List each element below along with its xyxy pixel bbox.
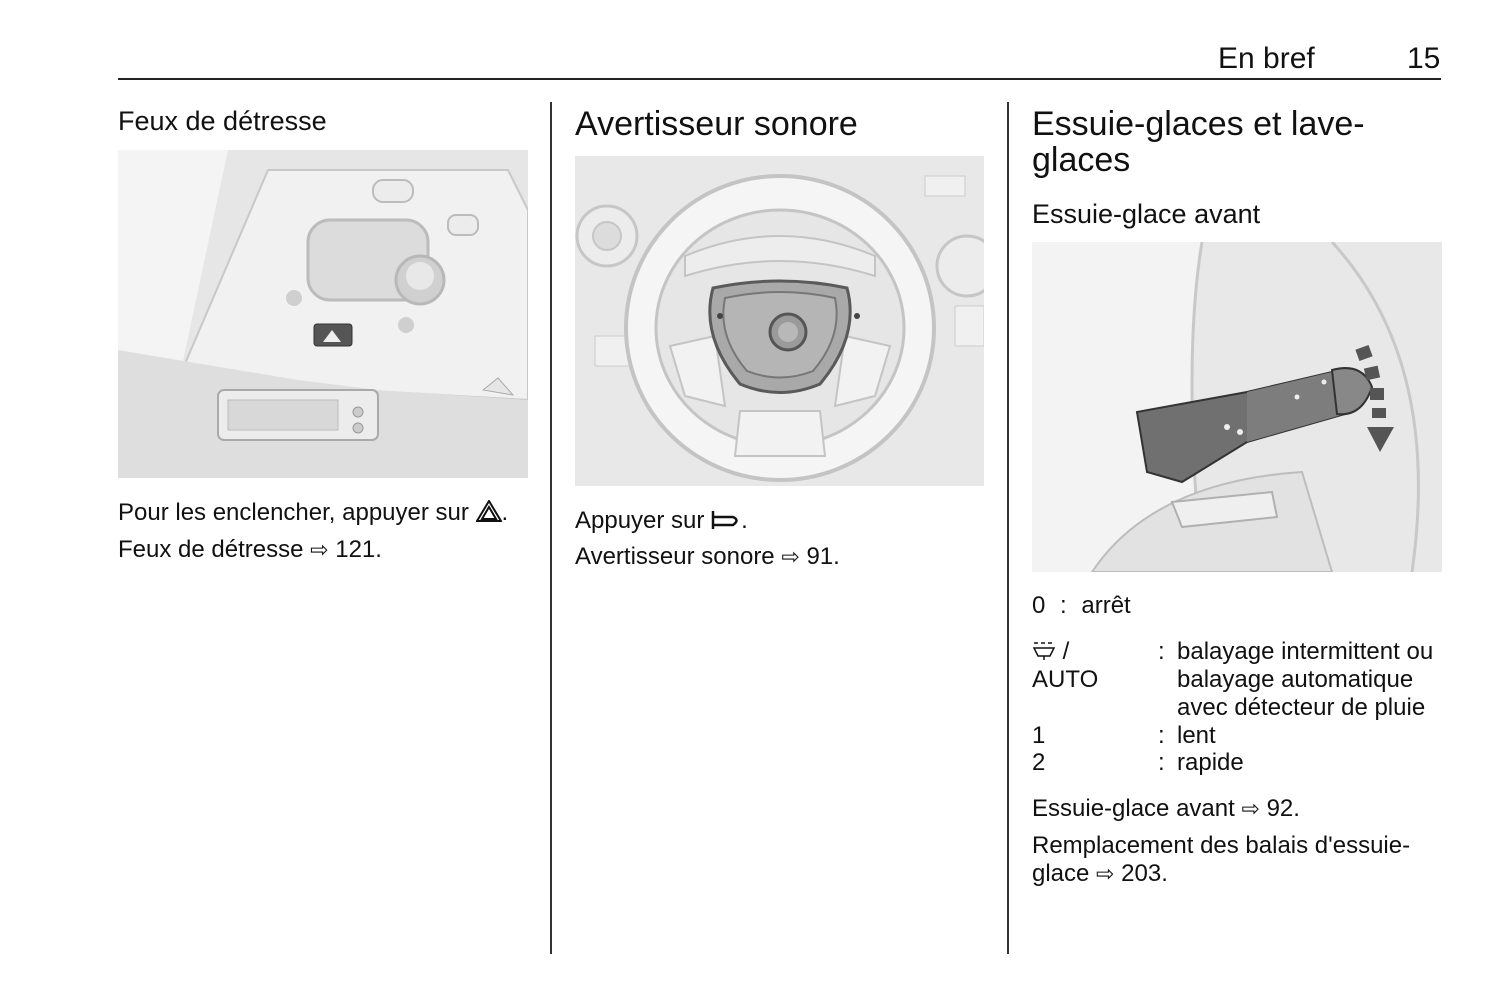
- legend-row-slow: [1032, 722, 1442, 750]
- header-rule: [118, 78, 1441, 80]
- legend-value-slow: lent: [1177, 722, 1216, 749]
- legend-key-0: 0: [1032, 592, 1046, 619]
- hazard-instruction: [118, 498, 508, 528]
- legend-key-auto: AUTO: [1032, 666, 1099, 693]
- hazard-instruction-end: .: [501, 499, 509, 526]
- legend-value-intermittent-3: avec détecteur de pluie: [1177, 694, 1426, 721]
- page-reference-arrow-icon: ⇨: [310, 537, 329, 562]
- subheading-front-wiper: Essuie-glace avant: [1032, 199, 1261, 229]
- legend-row-intermittent: [1032, 638, 1442, 724]
- page-reference-arrow-icon: ⇨: [1096, 861, 1115, 886]
- legend-key-slash: /: [1056, 638, 1070, 665]
- horn-reference-text: Avertisseur sonore: [575, 543, 782, 570]
- column-divider-1: [550, 102, 552, 954]
- steering-wheel-illustration: [575, 156, 984, 486]
- running-header-section: En bref: [1218, 42, 1315, 75]
- horn-instruction-end: .: [741, 507, 748, 534]
- section-heading-wipers: [1032, 106, 1365, 178]
- wiper-intermittent-icon: [1032, 638, 1056, 666]
- page-reference-arrow-icon: ⇨: [1241, 796, 1260, 821]
- legend-key-2: 2: [1032, 749, 1046, 776]
- column-divider-2: [1007, 102, 1009, 954]
- page-reference-arrow-icon: ⇨: [781, 544, 800, 569]
- wiper-blade-reference-line1: Remplacement des balais d'essuie-: [1032, 832, 1411, 859]
- hazard-instruction-text: Pour les enclencher, appuyer sur: [118, 499, 476, 526]
- hazard-reference-page[interactable]: 121.: [335, 536, 382, 563]
- page-number: 15: [1407, 42, 1441, 75]
- horn-instruction-text: Appuyer sur: [575, 507, 712, 534]
- legend-row-off: [1032, 592, 1131, 620]
- front-wiper-reference-text: Essuie-glace avant: [1032, 795, 1242, 822]
- legend-key-1: 1: [1032, 722, 1046, 749]
- hazard-lights-illustration: [118, 150, 528, 478]
- wiper-blade-reference: [1032, 832, 1410, 888]
- hazard-triangle-icon: [476, 498, 502, 528]
- wiper-stalk-illustration: [1032, 242, 1442, 572]
- section-heading-horn: Avertisseur sonore: [575, 105, 858, 143]
- legend-value-fast: rapide: [1177, 749, 1244, 776]
- legend-value-intermittent-1: balayage intermittent ou: [1177, 638, 1434, 665]
- hazard-reference-text: Feux de détresse: [118, 536, 311, 563]
- section-heading-hazard: Feux de détresse: [118, 106, 327, 136]
- wipers-heading-line2: glaces: [1032, 141, 1131, 179]
- front-wiper-reference: [1032, 794, 1300, 824]
- legend-separator: :: [1158, 749, 1165, 776]
- legend-value-off: arrêt: [1081, 592, 1131, 619]
- legend-separator: :: [1158, 638, 1165, 665]
- legend-row-fast: [1032, 749, 1442, 777]
- legend-separator: :: [1158, 722, 1165, 749]
- horn-reference: [575, 542, 840, 572]
- wiper-blade-reference-page[interactable]: 203.: [1121, 860, 1168, 887]
- horn-reference-page[interactable]: 91.: [806, 543, 840, 570]
- hazard-reference: [118, 535, 382, 565]
- wiper-blade-reference-text: glace: [1032, 860, 1097, 887]
- legend-value-intermittent-2: balayage automatique: [1177, 666, 1414, 693]
- legend-separator: :: [1060, 592, 1067, 619]
- horn-instruction: [575, 506, 748, 536]
- front-wiper-reference-page[interactable]: 92.: [1266, 795, 1300, 822]
- wipers-heading-line1: Essuie-glaces et lave-: [1032, 105, 1365, 143]
- horn-icon: [711, 506, 741, 536]
